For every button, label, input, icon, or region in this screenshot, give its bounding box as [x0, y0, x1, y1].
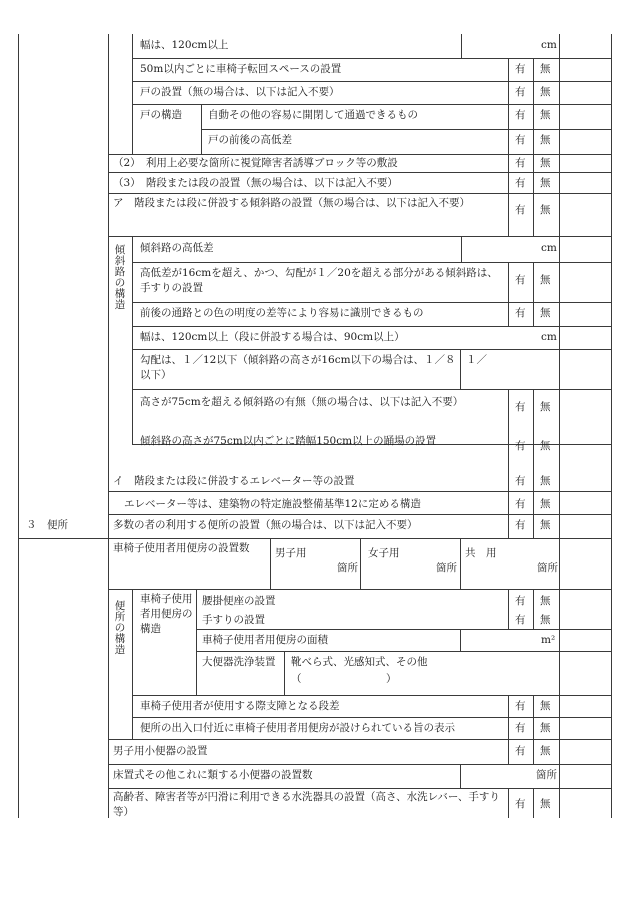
- unit-m2: m²: [541, 634, 556, 646]
- no-option[interactable]: 無: [540, 86, 551, 98]
- no-option[interactable]: 無: [540, 700, 551, 712]
- no-option[interactable]: 無: [540, 307, 551, 319]
- ramp-slope-value[interactable]: １／: [466, 354, 487, 366]
- unit-cm: cm: [541, 331, 557, 343]
- no-option[interactable]: 無: [540, 614, 551, 626]
- ramp-structure-vertical-label: 傾斜路の構造: [114, 244, 126, 311]
- toilet-many-label: 多数の者の利用する便所の設置（無の場合は、以下は記入不要）: [113, 519, 418, 531]
- turn-space-label: 50m以内ごとに車椅子転回スペースの設置: [140, 63, 342, 75]
- section-3-title: ３ 便所: [26, 519, 68, 531]
- yes-option[interactable]: 有: [515, 745, 526, 757]
- no-option[interactable]: 無: [540, 440, 551, 452]
- no-option[interactable]: 無: [540, 798, 551, 810]
- step-barrier-label: 車椅子使用者が使用する際支障となる段差: [140, 700, 340, 712]
- door-auto-label: 自動その他の容易に開閉して通過できるもの: [208, 109, 418, 121]
- width-120-label: 幅は、120cm以上: [140, 39, 229, 51]
- shared-label: 共 用: [465, 547, 497, 559]
- male-label: 男子用: [275, 547, 307, 559]
- unit-place[interactable]: 箇所: [436, 562, 457, 574]
- ramp-landing-label: 傾斜路の高さが75cm以内ごとに踏幅150cm以上の踊場の設置: [140, 435, 437, 447]
- unit-place[interactable]: 箇所: [536, 769, 557, 781]
- door-setup-label: 戸の設置（無の場合は、以下は記入不要）: [140, 86, 340, 98]
- yes-option[interactable]: 有: [515, 498, 526, 510]
- yes-option[interactable]: 有: [515, 157, 526, 169]
- no-option[interactable]: 無: [540, 204, 551, 216]
- ramp-color-label: 前後の通路との色の明度の差等により容易に識別できるもの: [140, 307, 424, 319]
- unit-cm: cm: [541, 39, 557, 51]
- ramp-handrail-label: 高低差が16cmを超え、かつ、勾配が１／20を超える部分がある傾斜路は、手すりの設置: [140, 267, 498, 294]
- yes-option[interactable]: 有: [515, 798, 526, 810]
- yes-option[interactable]: 有: [515, 519, 526, 531]
- yes-option[interactable]: 有: [515, 440, 526, 452]
- ramp-75-label: 高さが75cmを超える傾斜路の有無（無の場合は、以下は記入不要）: [140, 396, 464, 408]
- western-seat-label: 腰掛便座の設置: [202, 595, 276, 607]
- female-label: 女子用: [368, 547, 400, 559]
- yes-option[interactable]: 有: [515, 86, 526, 98]
- entrance-sign-label: 便所の出入口付近に車椅子使用者用便房が設けられている旨の表示: [140, 722, 455, 734]
- wc-count-label: 車椅子使用者用便房の設置数: [113, 542, 250, 554]
- no-option[interactable]: 無: [540, 722, 551, 734]
- handrail-label: 手すりの設置: [202, 614, 265, 626]
- no-option[interactable]: 無: [540, 519, 551, 531]
- item-i-label: イ 階段または段に併設するエレベーター等の設置: [113, 475, 355, 487]
- yes-option[interactable]: 有: [515, 63, 526, 75]
- wc-structure-label: 車椅子使用者用便房の構造: [140, 593, 193, 635]
- unit-cm: cm: [541, 242, 557, 254]
- yes-option[interactable]: 有: [515, 134, 526, 146]
- no-option[interactable]: 無: [540, 475, 551, 487]
- ramp-width-label: 幅は、120cm以上（段に併設する場合は、90cm以上）: [140, 331, 405, 343]
- yes-option[interactable]: 有: [515, 722, 526, 734]
- yes-option[interactable]: 有: [515, 274, 526, 286]
- yes-option[interactable]: 有: [515, 307, 526, 319]
- flush-other-close: ）: [386, 673, 397, 685]
- flush-types[interactable]: 靴べら式、光感知式、その他: [291, 656, 428, 668]
- ramp-level-label: 傾斜路の高低差: [140, 242, 214, 254]
- no-option[interactable]: 無: [540, 177, 551, 189]
- no-option[interactable]: 無: [540, 401, 551, 413]
- yes-option[interactable]: 有: [515, 700, 526, 712]
- toilet-structure-vertical-label: 便所の構造: [114, 600, 126, 656]
- flush-other-open: （: [291, 673, 302, 685]
- item-a-label: ア 階段または段に併設する傾斜路の設置（無の場合は、以下は記入不要）: [113, 197, 470, 209]
- wc-area-label: 車椅子使用者用便房の面積: [202, 634, 328, 646]
- yes-option[interactable]: 有: [515, 614, 526, 626]
- yes-option[interactable]: 有: [515, 595, 526, 607]
- no-option[interactable]: 無: [540, 157, 551, 169]
- no-option[interactable]: 無: [540, 745, 551, 757]
- no-option[interactable]: 無: [540, 109, 551, 121]
- no-option[interactable]: 無: [540, 63, 551, 75]
- no-option[interactable]: 無: [540, 595, 551, 607]
- elevator-label: エレベーター等は、建築物の特定施設整備基準12に定める構造: [124, 498, 421, 510]
- unit-place[interactable]: 箇所: [537, 562, 558, 574]
- item-3-label: （3） 階段または段の設置（無の場合は、以下は記入不要）: [113, 177, 398, 189]
- no-option[interactable]: 無: [540, 498, 551, 510]
- door-structure-label: 戸の構造: [140, 109, 182, 121]
- yes-option[interactable]: 有: [515, 475, 526, 487]
- wash-device-label: 高齢者、障害者等が円滑に利用できる水洗器具の設置（高さ、水洗レバー、手すり等）: [113, 791, 500, 818]
- no-option[interactable]: 無: [540, 134, 551, 146]
- flush-device-label: 大便器洗浄装置: [202, 656, 276, 668]
- urinal-label: 男子用小便器の設置: [113, 745, 208, 757]
- no-option[interactable]: 無: [540, 274, 551, 286]
- yes-option[interactable]: 有: [515, 177, 526, 189]
- unit-place[interactable]: 箇所: [337, 562, 358, 574]
- door-level-label: 戸の前後の高低差: [208, 134, 292, 146]
- item-2-label: （2） 利用上必要な箇所に視覚障害者誘導ブロック等の敷設: [113, 157, 398, 169]
- yes-option[interactable]: 有: [515, 109, 526, 121]
- yes-option[interactable]: 有: [515, 204, 526, 216]
- ramp-slope-label: 勾配は、１／12以下（傾斜路の高さが16cm以下の場合は、１／８以下）: [140, 354, 456, 381]
- yes-option[interactable]: 有: [515, 401, 526, 413]
- floor-urinal-label: 床置式その他これに類する小便器の設置数: [113, 769, 313, 781]
